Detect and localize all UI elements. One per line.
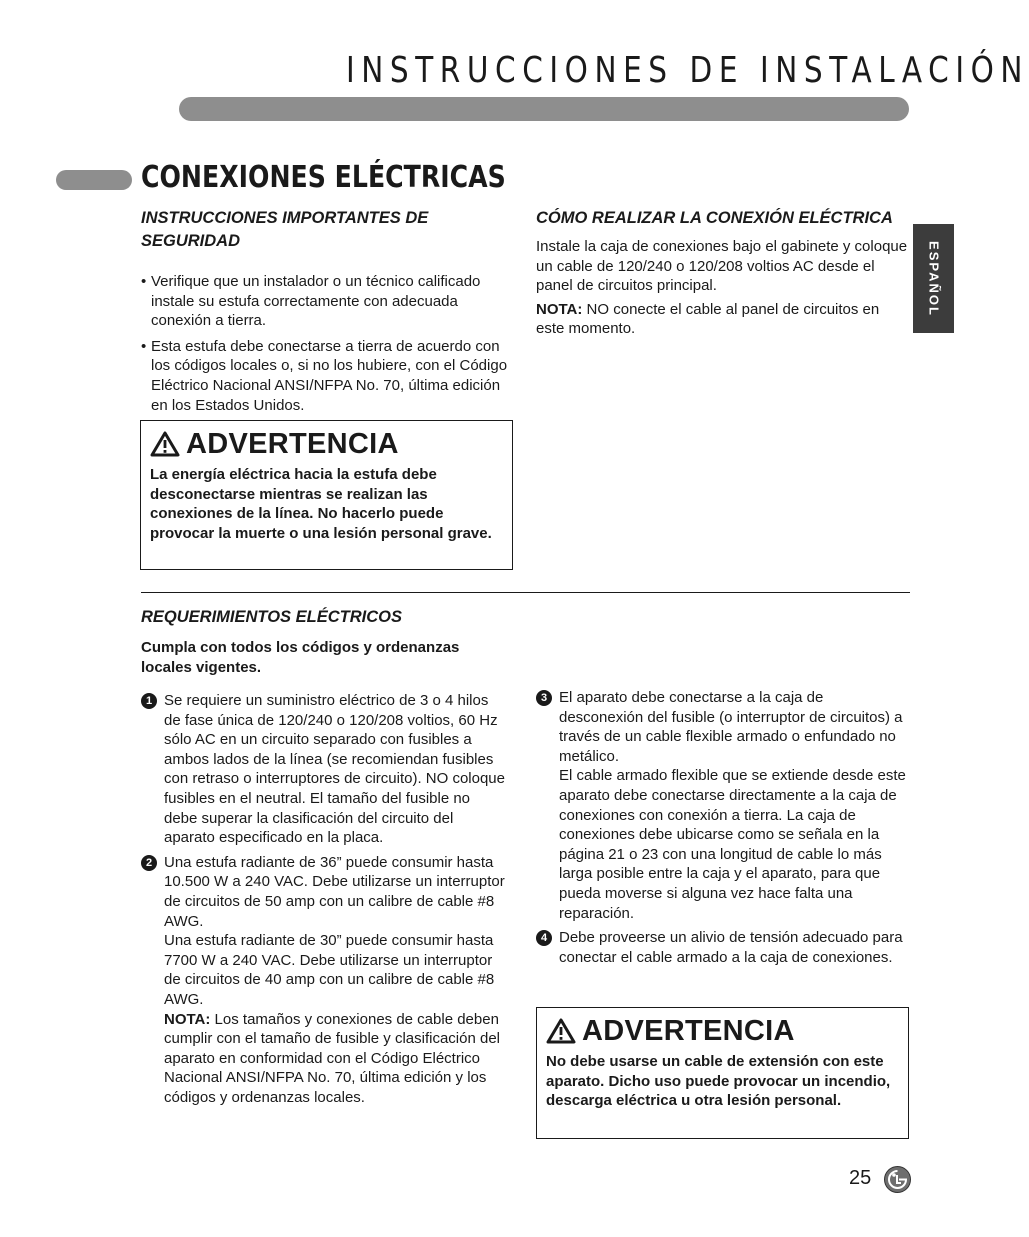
requirements-right-column bbox=[536, 688, 908, 972]
connection-note: NOTA: NO conecte el cable al panel de circuitos en este momento. bbox=[536, 300, 880, 338]
warning-title: ADVERTENCIA bbox=[186, 427, 399, 460]
number-2-icon: 2 bbox=[141, 855, 157, 871]
warning-box-power bbox=[140, 420, 513, 570]
language-tab-label: ESPAÑOL bbox=[926, 240, 941, 317]
connection-section bbox=[536, 207, 908, 339]
requirements-left-column bbox=[141, 691, 506, 1112]
warning-text: No debe usarse un cable de extensión con este aparato. Dicho uso puede provocar un incendio, descarga eléctrica u otra lesión personal. bbox=[546, 1053, 891, 1110]
section-divider bbox=[141, 592, 910, 593]
warning-box-extension-cord bbox=[536, 1007, 909, 1139]
safety-heading: INSTRUCCIONES IMPORTANTES DE SEGURIDAD bbox=[141, 209, 429, 250]
requirements-heading: REQUERIMIENTOS ELÉCTRICOS bbox=[141, 608, 402, 626]
warning-triangle-icon bbox=[150, 431, 180, 457]
number-4-icon: 4 bbox=[536, 930, 552, 946]
header-bar bbox=[179, 97, 909, 121]
section-pill bbox=[56, 170, 132, 190]
safety-bullet-2: • Esta estufa debe conectarse a tierra de acuerdo con los códigos locales o, si no los hubiere, con el Código Eléctrico Nacional ANSI/NFPA No. 70, última edición en los Estados Unidos. bbox=[141, 337, 508, 414]
requirement-item-2: 2 Una estufa radiante de 36” puede consumir hasta 10.500 W a 240 VAC. Debe utilizarse un interruptor de circuitos de 50 amp con un calibre de cable #8 AWG. Una estufa radiante de 30” puede consumir hasta 7700 W a 240 VAC. Debe utilizarse un interruptor de circuitos de 40 amp con un calibre de cable #8 AWG. NOTA: Los tamaños y conexiones de cable deben cumplir con el tamaño de fusible y clasificación del aparato en conformidad con el Código Eléctrico Nacional ANSI/NFPA No. 70, última edición y los códigos y ordenanzas locales. bbox=[141, 853, 506, 1108]
section-title: CONEXIONES ELÉCTRICAS bbox=[141, 160, 506, 195]
requirement-item-3: 3 El aparato debe conectarse a la caja de desconexión del fusible (o interruptor de circuitos) a través de un cable flexible armado o enfundado no metálico. El cable armado flexible que se extiende desde este aparato debe conectarse directamente a la caja de conexiones con conexión a tierra. La caja de conexiones debe ubicarse como se señala en la página 21 o 23 con una longitud de cable lo más larga posible entre la caja y el aparato, para que pueda moverse si alguna vez hace falta una reparación. bbox=[536, 688, 908, 923]
requirements-header bbox=[141, 606, 521, 677]
number-3-icon: 3 bbox=[536, 690, 552, 706]
safety-section bbox=[141, 207, 513, 421]
page-number: 25 bbox=[849, 1167, 872, 1189]
warning-title: ADVERTENCIA bbox=[582, 1014, 795, 1047]
page-header-title: INSTRUCCIONES DE INSTALACIÓN bbox=[346, 50, 1029, 91]
connection-heading: CÓMO REALIZAR LA CONEXIÓN ELÉCTRICA bbox=[536, 209, 893, 227]
warning-text: La energía eléctrica hacia la estufa debe desconectarse mientras se realizan las conexiones de la línea. No hacerlo puede provocar la muerte o una lesión personal grave. bbox=[150, 466, 492, 543]
lg-logo-icon bbox=[884, 1166, 911, 1193]
number-1-icon: 1 bbox=[141, 693, 157, 709]
language-tab bbox=[913, 224, 954, 333]
safety-bullet-1: • Verifique que un instalador o un técnico calificado instale su estufa correctamente con adecuada conexión a tierra. bbox=[141, 273, 481, 330]
warning-triangle-icon bbox=[546, 1018, 576, 1044]
requirements-intro: Cumpla con todos los códigos y ordenanzas locales vigentes. bbox=[141, 639, 460, 676]
requirement-item-4: 4 Debe proveerse un alivio de tensión adecuado para conectar el cable armado a la caja de conexiones. bbox=[536, 928, 908, 967]
connection-text: Instale la caja de conexiones bajo el gabinete y coloque un cable de 120/240 o 120/208 voltios AC desde el panel de circuitos principal. bbox=[536, 238, 908, 295]
requirement-item-1: 1 Se requiere un suministro eléctrico de 3 o 4 hilos de fase única de 120/240 o 120/208 voltios, 60 Hz sólo AC en un circuito separado con fusibles a ambos lados de la línea (se recomiendan fusibles con retraso o interruptores de circuito). NO coloque fusibles en el neutral. El tamaño del fusible no debe superar la clasificación del circuito del aparato especificado en la placa. bbox=[141, 691, 506, 848]
